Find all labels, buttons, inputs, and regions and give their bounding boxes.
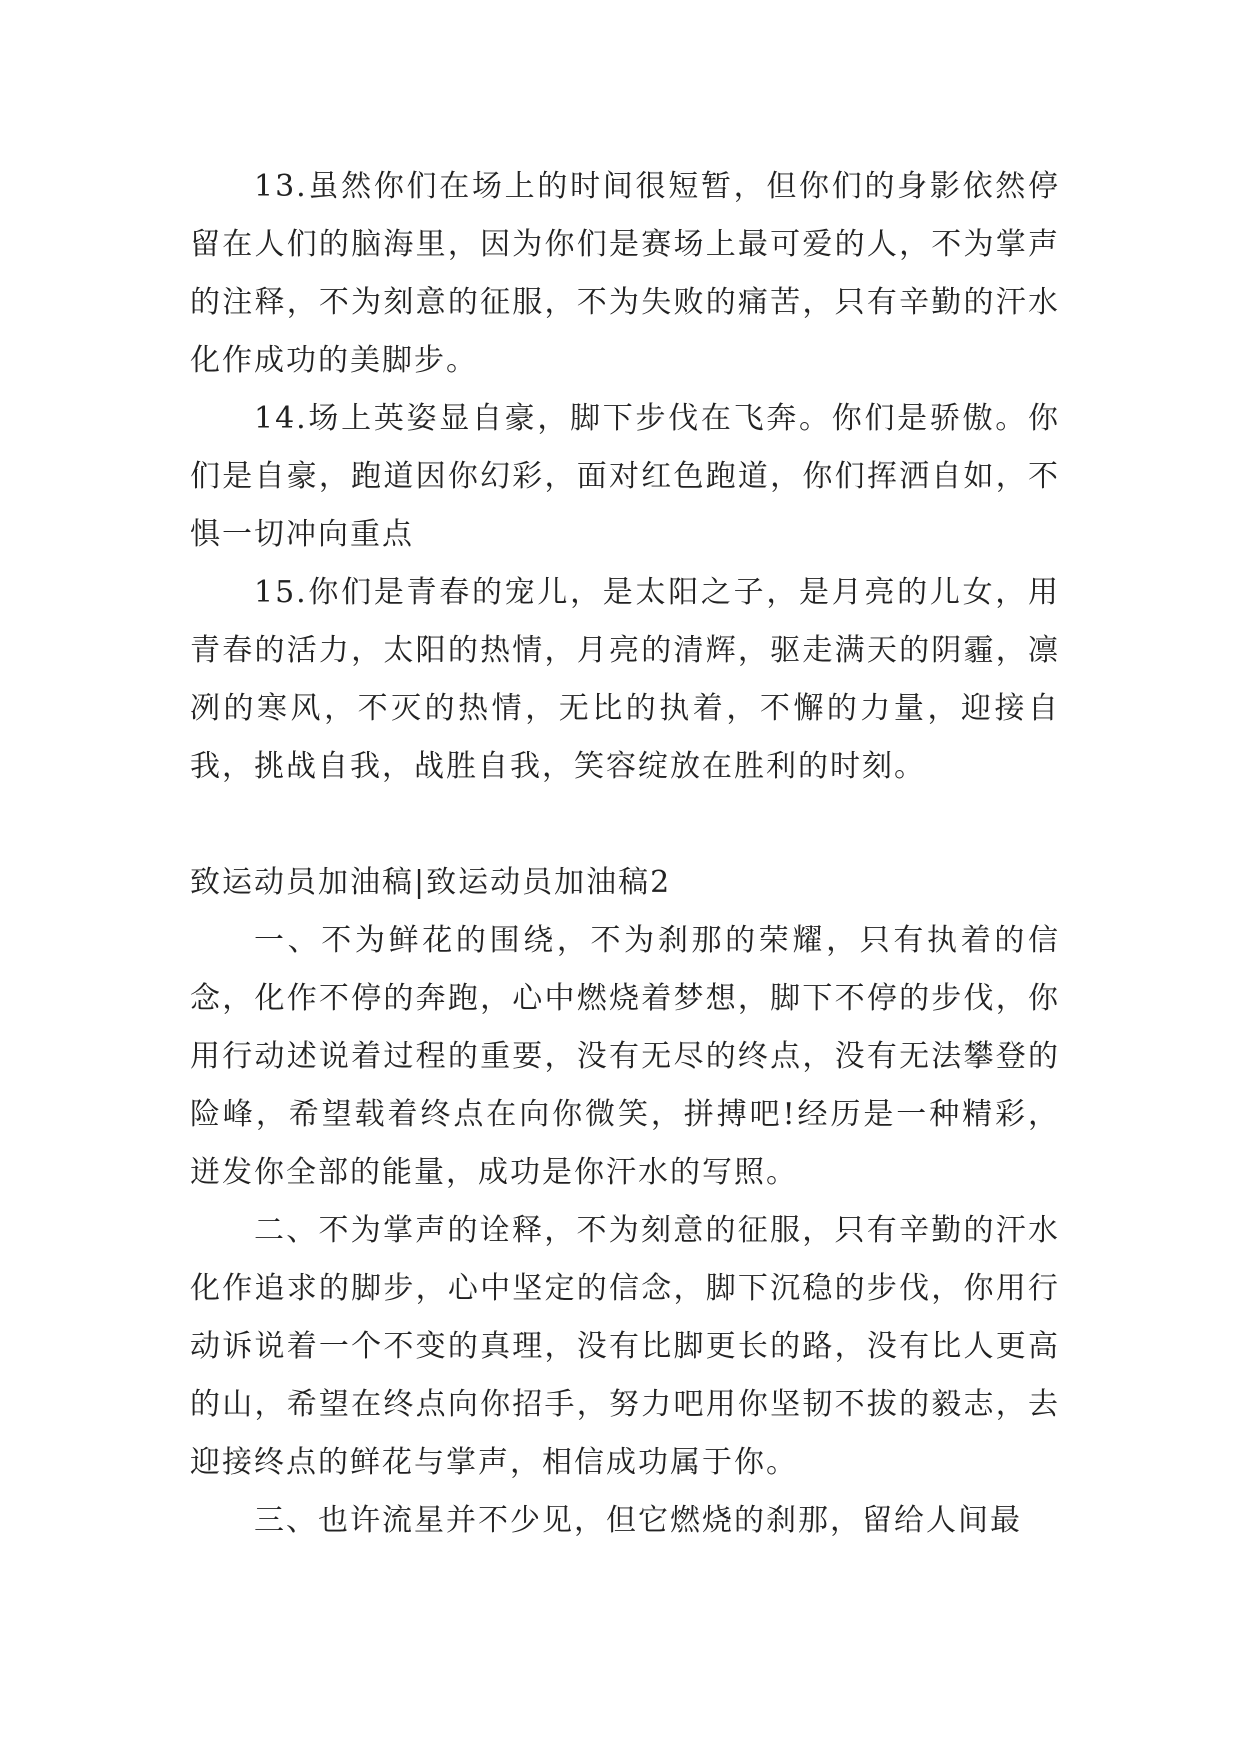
paragraph-two: 二、不为掌声的诠释，不为刻意的征服，只有辛勤的汗水化作追求的脚步，心中坚定的信念，脚下沉稳的步伐，你用行动诉说着一个不变的真理，没有比脚更长的路，没有比人更高的山，希望在终点向你招手，努力吧用你坚韧不拔的毅志，去迎接终点的鲜花与掌声，相信成功属于你。 xyxy=(190,1213,1060,1480)
document-body xyxy=(190,158,1060,1550)
paragraph-15: 15.你们是青春的宠儿，是太阳之子，是月亮的儿女，用青春的活力，太阳的热情，月亮的清辉，驱走满天的阴霾，凛冽的寒风，不灭的热情，无比的执着，不懈的力量，迎接自我，挑战自我，战胜自我，笑容绽放在胜利的时刻。 xyxy=(190,575,1060,784)
paragraph-three: 三、也许流星并不少见，但它燃烧的刹那，留给人间最 xyxy=(254,1503,1022,1538)
paragraph-13: 13.虽然你们在场上的时间很短暂，但你们的身影依然停留在人们的脑海里，因为你们是赛场上最可爱的人，不为掌声的注释，不为刻意的征服，不为失败的痛苦，只有辛勤的汗水化作成功的美脚步。 xyxy=(190,169,1060,378)
paragraph-one: 一、不为鲜花的围绕，不为刹那的荣耀，只有执着的信念，化作不停的奔跑，心中燃烧着梦想，脚下不停的步伐，你用行动述说着过程的重要，没有无尽的终点，没有无法攀登的险峰，希望载着终点在向你微笑，拼搏吧!经历是一种精彩，迸发你全部的能量，成功是你汗水的写照。 xyxy=(190,923,1060,1190)
section-title: 致运动员加油稿|致运动员加油稿2 xyxy=(190,865,672,900)
paragraph-14: 14.场上英姿显自豪，脚下步伐在飞奔。你们是骄傲。你们是自豪，跑道因你幻彩，面对红色跑道，你们挥洒自如，不惧一切冲向重点 xyxy=(190,401,1060,552)
